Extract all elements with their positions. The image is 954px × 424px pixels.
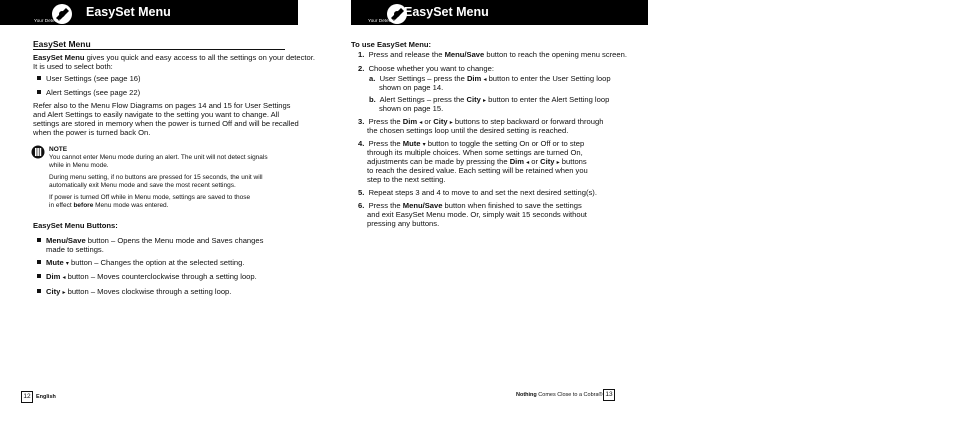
- note-line: If power is turned Off while in Menu mode, settings are saved to those: [49, 194, 251, 201]
- list-item: Dim ◂ button – Moves counterclockwise through a setting loop.: [37, 272, 257, 283]
- step-2b-cont: shown on page 15.: [379, 104, 444, 113]
- logo-caption: Your Detector: [34, 18, 63, 23]
- note-line: You cannot enter Menu mode during an alert. The unit will not detect signals: [49, 154, 268, 161]
- note-line: while in Menu mode.: [49, 162, 109, 169]
- step-4: 4. Press the Mute ▾ button to toggle the setting On or Off or to step: [358, 139, 585, 148]
- note-line: in effect before Menu mode was entered.: [49, 202, 169, 209]
- paragraph-line: Refer also to the Menu Flow Diagrams on pages 14 and 15 for User Settings: [33, 101, 291, 110]
- paragraph-line: and Alert Settings to easily navigate to the setting you want to change. All: [33, 110, 280, 119]
- list-item: City ▸ button – Moves clockwise through a setting loop.: [37, 287, 231, 298]
- step-1: 1. Press and release the Menu/Save button to reach the opening menu screen.: [358, 50, 627, 59]
- note-line: automatically exit Menu mode and save the most recent settings.: [49, 182, 236, 189]
- section-heading: EasySet Menu: [33, 39, 91, 49]
- footer-language: English: [36, 394, 56, 400]
- intro-line-1: EasySet Menu gives you quick and easy access to all the settings on your detector.: [33, 53, 315, 62]
- list-item: Mute ▾ button – Changes the option at the selected setting.: [37, 258, 244, 269]
- list-item-cont: made to settings.: [46, 245, 104, 254]
- list-item: User Settings (see page 16): [37, 74, 141, 83]
- note-line: During menu setting, if no buttons are pressed for 15 seconds, the unit will: [49, 174, 263, 181]
- paragraph-line: settings are stored in memory when the power is turned Off and will be recalled: [33, 119, 299, 128]
- step-6-cont: and exit EasySet Menu mode. Or, simply wait 15 seconds without: [367, 210, 587, 219]
- page-title-right: EasySet Menu: [404, 5, 489, 19]
- step-6-cont: pressing any buttons.: [367, 219, 440, 228]
- paragraph-line: when the power is turned back On.: [33, 128, 151, 137]
- step-2a: a. User Settings – press the Dim ◂ button to enter the User Setting loop: [369, 74, 611, 83]
- page-title-left: EasySet Menu: [86, 5, 171, 19]
- buttons-heading: EasySet Menu Buttons:: [33, 221, 118, 230]
- step-4-cont: to reach the desired value. Each setting will be retained when you: [367, 166, 588, 175]
- intro-line-2: It is used to select both:: [33, 62, 113, 71]
- step-4-cont: step to the next setting.: [367, 175, 446, 184]
- footer-tagline: Nothing Comes Close to a Cobra®: [516, 392, 603, 398]
- list-item: Alert Settings (see page 22): [37, 88, 140, 97]
- logo-caption: Your Detector: [368, 18, 397, 23]
- step-3: 3. Press the Dim ◂ or City ▸ buttons to step backward or forward through: [358, 117, 604, 126]
- heading-rule: [33, 49, 285, 50]
- step-2a-cont: shown on page 14.: [379, 83, 444, 92]
- page-number: 12: [21, 391, 33, 403]
- step-5: 5. Repeat steps 3 and 4 to move to and set the next desired setting(s).: [358, 188, 597, 197]
- note-icon: [31, 145, 45, 159]
- step-4-cont: through its multiple choices. When some settings are turned On,: [367, 148, 583, 157]
- step-6: 6. Press the Menu/Save button when finished to save the settings: [358, 201, 582, 210]
- steps-heading: To use EasySet Menu:: [351, 40, 432, 49]
- note-label: NOTE: [49, 146, 68, 153]
- step-2: 2. Choose whether you want to change:: [358, 64, 494, 73]
- step-3-cont: the chosen settings loop until the desired setting is reached.: [367, 126, 569, 135]
- step-4-cont: adjustments can be made by pressing the Dim ◂ or City ▸ buttons: [367, 157, 587, 166]
- list-item: Menu/Save button – Opens the Menu mode and Saves changes: [37, 236, 263, 245]
- page-number: 13: [603, 389, 615, 401]
- step-2b: b. Alert Settings – press the City ▸ button to enter the Alert Setting loop: [369, 95, 610, 104]
